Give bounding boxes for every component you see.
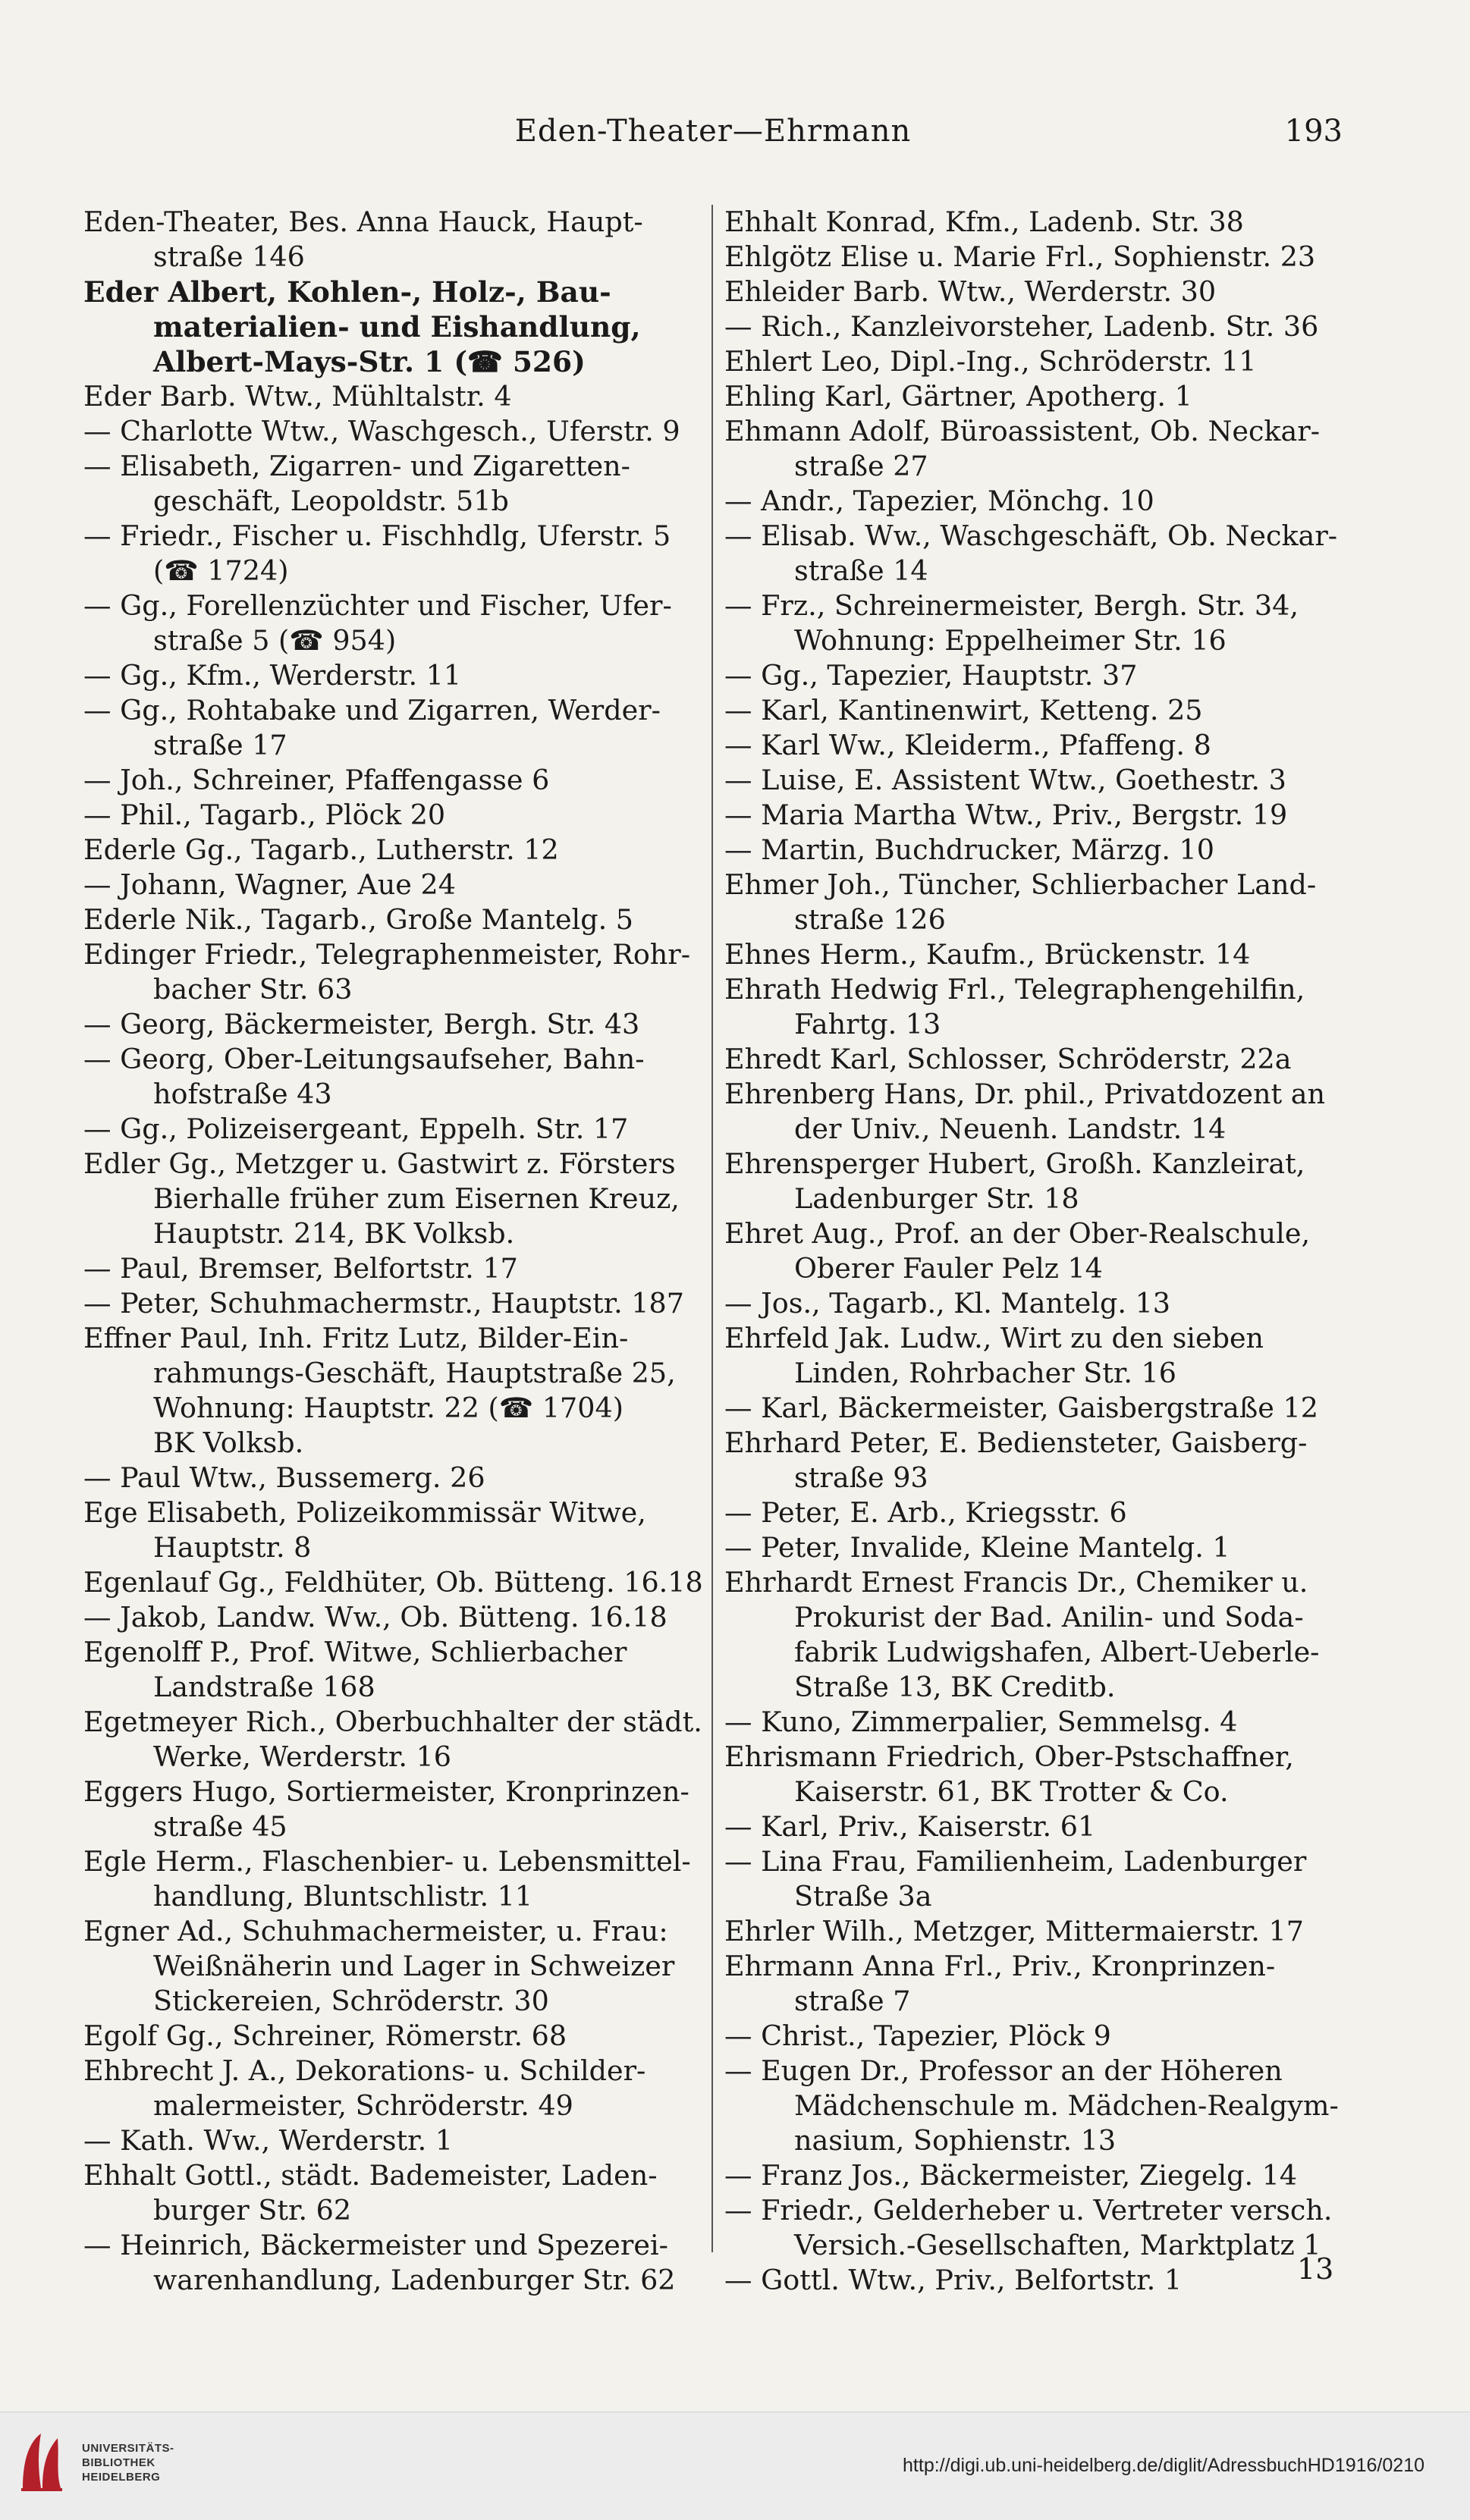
directory-entry: — Georg, Ober-Leitungsaufseher, Bahn-	[83, 1043, 645, 1075]
directory-entry: — Andr., Tapezier, Mönchg. 10	[724, 485, 1154, 517]
directory-entry: — Peter, E. Arb., Kriegsstr. 6	[724, 1496, 1127, 1529]
directory-entry: — Luise, E. Assistent Wtw., Goethestr. 3	[724, 764, 1286, 796]
directory-entry: — Gottl. Wtw., Priv., Belfortstr. 1	[724, 2264, 1183, 2296]
entry-continuation-line: der Univ., Neuenh. Landstr. 14	[794, 1113, 1227, 1145]
directory-entry: — Kuno, Zimmerpalier, Semmelsg. 4	[724, 1706, 1238, 1738]
entry-continuation-line: Hauptstr. 8	[153, 1531, 312, 1564]
directory-entry: — Heinrich, Bäckermeister und Spezerei-	[83, 2229, 668, 2261]
directory-entry: — Franz Jos., Bäckermeister, Ziegelg. 14	[724, 2159, 1298, 2192]
directory-entry: Ehrler Wilh., Metzger, Mittermaierstr. 17	[724, 1915, 1304, 1947]
directory-entry: Eder Albert, Kohlen-, Holz-, Bau-	[83, 275, 611, 309]
directory-entry: Ege Elisabeth, Polizeikommissär Witwe,	[83, 1496, 646, 1529]
directory-entry: Ehret Aug., Prof. an der Ober-Realschule,	[724, 1217, 1311, 1250]
directory-entry: Ehrhard Peter, E. Bediensteter, Gaisberg-	[724, 1426, 1308, 1459]
directory-entry: Eden-Theater, Bes. Anna Hauck, Haupt-	[83, 206, 643, 238]
entry-continuation-line: fabrik Ludwigshafen, Albert-Ueberle-	[794, 1636, 1320, 1668]
page-number: 193	[1284, 114, 1343, 149]
directory-entry: Ehmann Adolf, Büroassistent, Ob. Neckar-	[724, 415, 1321, 447]
directory-entry: — Gg., Forellenzüchter und Fischer, Ufer-	[83, 589, 672, 622]
directory-entry: — Friedr., Fischer u. Fischhdlg, Uferstr. 5	[83, 519, 671, 552]
entry-continuation-line: straße 126	[794, 903, 946, 936]
directory-entry: Ehlgötz Elise u. Marie Frl., Sophienstr. 23	[724, 240, 1316, 273]
entry-continuation-line: materialien- und Eishandlung,	[153, 310, 641, 344]
directory-entry: Eder Barb. Wtw., Mühltalstr. 4	[83, 380, 512, 413]
running-head: Eden-Theater—Ehrmann	[514, 114, 912, 149]
directory-entry: Ehnes Herm., Kaufm., Brückenstr. 14	[724, 938, 1251, 971]
directory-entry: — Eugen Dr., Professor an der Höheren	[724, 2054, 1283, 2087]
directory-entry: — Joh., Schreiner, Pfaffengasse 6	[83, 764, 550, 796]
entry-continuation-line: (☎ 1724)	[153, 554, 289, 587]
directory-entry: — Paul Wtw., Bussemerg. 26	[83, 1461, 485, 1494]
directory-entry: — Gg., Rohtabake und Zigarren, Werder-	[83, 694, 661, 727]
directory-entry: Egner Ad., Schuhmachermeister, u. Frau:	[83, 1915, 668, 1947]
entry-continuation-line: Bierhalle früher zum Eisernen Kreuz,	[153, 1182, 680, 1215]
library-name-line-3: HEIDELBERG	[82, 2471, 161, 2484]
directory-entry: Ehrensperger Hubert, Großh. Kanzleirat,	[724, 1147, 1305, 1180]
directory-entry: — Martin, Buchdrucker, Märzg. 10	[724, 833, 1214, 866]
entry-continuation-line: Fahrtg. 13	[794, 1008, 941, 1040]
entry-continuation-line: Stickereien, Schröderstr. 30	[153, 1985, 549, 2017]
directory-entry: — Peter, Invalide, Kleine Mantelg. 1	[724, 1531, 1230, 1564]
directory-entry: Egenlauf Gg., Feldhüter, Ob. Bütteng. 16.18	[83, 1566, 703, 1599]
directory-entry: Ehhalt Konrad, Kfm., Ladenb. Str. 38	[724, 206, 1244, 238]
directory-entry: — Elisabeth, Zigarren- und Zigaretten-	[83, 450, 630, 482]
directory-entry: — Christ., Tapezier, Plöck 9	[724, 2019, 1111, 2052]
directory-entry: — Charlotte Wtw., Waschgesch., Uferstr. 9	[83, 415, 680, 447]
entry-continuation-line: Landstraße 168	[153, 1671, 375, 1703]
library-name-line-2: BIBLIOTHEK	[82, 2456, 155, 2469]
directory-entry: — Karl, Priv., Kaiserstr. 61	[724, 1810, 1096, 1843]
library-name-line-1: UNIVERSITÄTS-	[82, 2442, 174, 2455]
library-name	[82, 2441, 174, 2484]
directory-entry: — Johann, Wagner, Aue 24	[83, 868, 456, 901]
directory-entry: — Georg, Bäckermeister, Bergh. Str. 43	[83, 1008, 640, 1040]
directory-entry: — Karl, Bäckermeister, Gaisbergstraße 12	[724, 1392, 1318, 1424]
directory-entry: Ehleider Barb. Wtw., Werderstr. 30	[724, 275, 1217, 308]
directory-entry: Ehbrecht J. A., Dekorations- u. Schilder-	[83, 2054, 646, 2087]
directory-entry: Ehlert Leo, Dipl.-Ing., Schröderstr. 11	[724, 345, 1257, 378]
page-header	[83, 114, 1343, 159]
entry-continuation-line: rahmungs-Geschäft, Hauptstraße 25,	[153, 1357, 676, 1389]
column-divider	[711, 205, 713, 2252]
directory-entry: Ederle Nik., Tagarb., Große Mantelg. 5	[83, 903, 634, 936]
directory-entry: — Peter, Schuhmachermstr., Hauptstr. 187	[83, 1287, 684, 1320]
entry-continuation-line: Versich.-Gesellschaften, Marktplatz 1	[794, 2229, 1321, 2261]
library-logo[interactable]	[15, 2423, 243, 2506]
entry-continuation-line: geschäft, Leopoldstr. 51b	[153, 485, 509, 517]
directory-entry: Ehrfeld Jak. Ludw., Wirt zu den sieben	[724, 1322, 1264, 1354]
entry-continuation-line: straße 45	[153, 1810, 287, 1843]
entry-continuation-line: Ladenburger Str. 18	[794, 1182, 1079, 1215]
directory-entry: Eggers Hugo, Sortiermeister, Kronprinzen-	[83, 1775, 689, 1808]
directory-entry: Ehrenberg Hans, Dr. phil., Privatdozent an	[724, 1078, 1326, 1110]
directory-entry: — Kath. Ww., Werderstr. 1	[83, 2124, 454, 2157]
directory-entry: — Lina Frau, Familienheim, Ladenburger	[724, 1845, 1307, 1878]
directory-entry: Edler Gg., Metzger u. Gastwirt z. Försters	[83, 1147, 676, 1180]
directory-entry: — Frz., Schreinermeister, Bergh. Str. 34,	[724, 589, 1299, 622]
directory-entry: Ehling Karl, Gärtner, Apotherg. 1	[724, 380, 1192, 413]
entry-continuation-line: Kaiserstr. 61, BK Trotter & Co.	[794, 1775, 1229, 1808]
entry-continuation-line: malermeister, Schröderstr. 49	[153, 2089, 573, 2122]
directory-entry: Ehrath Hedwig Frl., Telegraphengehilfin,	[724, 973, 1305, 1006]
directory-entry: Effner Paul, Inh. Fritz Lutz, Bilder-Ein-	[83, 1322, 629, 1354]
directory-entry: Egle Herm., Flaschenbier- u. Lebensmittel-	[83, 1845, 691, 1878]
directory-entry: Ehrhardt Ernest Francis Dr., Chemiker u.	[724, 1566, 1308, 1599]
entry-continuation-line: Werke, Werderstr. 16	[153, 1740, 451, 1773]
entry-continuation-line: warenhandlung, Ladenburger Str. 62	[153, 2264, 676, 2296]
entry-continuation-line: straße 146	[153, 240, 305, 273]
entry-continuation-line: Wohnung: Hauptstr. 22 (☎ 1704)	[153, 1392, 623, 1424]
right-column	[724, 205, 1346, 2298]
directory-entry: Egenolff P., Prof. Witwe, Schlierbacher	[83, 1636, 627, 1668]
entry-continuation-line: straße 17	[153, 729, 287, 761]
directory-entry: Ehredt Karl, Schlosser, Schröderstr, 22a	[724, 1043, 1292, 1075]
entry-continuation-line: straße 7	[794, 1985, 911, 2017]
directory-entry: — Karl Ww., Kleiderm., Pfaffeng. 8	[724, 729, 1211, 761]
directory-entry: — Maria Martha Wtw., Priv., Bergstr. 19	[724, 799, 1288, 831]
entry-continuation-line: straße 5 (☎ 954)	[153, 624, 397, 657]
entry-continuation-line: Oberer Fauler Pelz 14	[794, 1252, 1103, 1285]
directory-entry: Egolf Gg., Schreiner, Römerstr. 68	[83, 2019, 567, 2052]
directory-entry: — Jakob, Landw. Ww., Ob. Bütteng. 16.18	[83, 1601, 667, 1633]
entry-continuation-line: Weißnäherin und Lager in Schweizer	[153, 1950, 675, 1982]
directory-entry: Edinger Friedr., Telegraphenmeister, Rohr-	[83, 938, 691, 971]
directory-entry: Ehrismann Friedrich, Ober-Pstschaffner,	[724, 1740, 1294, 1773]
directory-entry: — Rich., Kanzleivorsteher, Ladenb. Str. 36	[724, 310, 1319, 343]
entry-continuation-line: Linden, Rohrbacher Str. 16	[794, 1357, 1176, 1389]
entry-continuation-line: handlung, Bluntschlistr. 11	[153, 1880, 533, 1913]
entry-continuation-line: burger Str. 62	[153, 2194, 352, 2227]
directory-entry: — Jos., Tagarb., Kl. Mantelg. 13	[724, 1287, 1171, 1320]
directory-columns	[83, 205, 1343, 2296]
entry-continuation-line: Prokurist der Bad. Anilin- und Soda-	[794, 1601, 1304, 1633]
entry-continuation-line: hofstraße 43	[153, 1078, 332, 1110]
directory-entry: — Elisab. Ww., Waschgeschäft, Ob. Neckar-	[724, 519, 1338, 552]
footer-bar	[0, 2412, 1470, 2520]
entry-continuation-line: Wohnung: Eppelheimer Str. 16	[794, 624, 1227, 657]
directory-entry: — Phil., Tagarb., Plöck 20	[83, 799, 446, 831]
directory-entry: — Gg., Kfm., Werderstr. 11	[83, 659, 462, 692]
entry-continuation-line: Albert-Mays-Str. 1 (☎ 526)	[153, 345, 586, 378]
entry-continuation-line: straße 27	[794, 450, 928, 482]
entry-continuation-line: straße 14	[794, 554, 928, 587]
entry-continuation-line: Straße 3a	[794, 1880, 932, 1913]
directory-entry: — Karl, Kantinenwirt, Ketteng. 25	[724, 694, 1203, 727]
entry-continuation-line: Hauptstr. 214, BK Volksb.	[153, 1217, 515, 1250]
university-library-logo-icon	[15, 2427, 68, 2496]
entry-continuation-line: nasium, Sophienstr. 13	[794, 2124, 1117, 2157]
entry-continuation-line: Mädchenschule m. Mädchen-Realgym-	[794, 2089, 1339, 2122]
directory-entry: Ehmer Joh., Tüncher, Schlierbacher Land-	[724, 868, 1317, 901]
directory-entry: — Paul, Bremser, Belfortstr. 17	[83, 1252, 518, 1285]
directory-entry: Ederle Gg., Tagarb., Lutherstr. 12	[83, 833, 559, 866]
entry-continuation-line: Straße 13, BK Creditb.	[794, 1671, 1116, 1703]
source-url-link[interactable]: http://digi.ub.uni-heidelberg.de/diglit/AdressbuchHD1916/0210	[903, 2455, 1424, 2476]
entry-continuation-line: bacher Str. 63	[153, 973, 353, 1006]
directory-entry: — Friedr., Gelderheber u. Vertreter versch.	[724, 2194, 1333, 2227]
signature-mark: 13	[1297, 2252, 1334, 2286]
entry-continuation-line: straße 93	[794, 1461, 928, 1494]
directory-entry: — Gg., Polizeisergeant, Eppelh. Str. 17	[83, 1113, 629, 1145]
left-column	[83, 205, 705, 2298]
directory-entry: — Gg., Tapezier, Hauptstr. 37	[724, 659, 1138, 692]
directory-entry: Ehrmann Anna Frl., Priv., Kronprinzen-	[724, 1950, 1276, 1982]
directory-entry: Egetmeyer Rich., Oberbuchhalter der städt.	[83, 1706, 702, 1738]
entry-continuation-line: BK Volksb.	[153, 1426, 304, 1459]
directory-entry: Ehhalt Gottl., städt. Bademeister, Laden-	[83, 2159, 658, 2192]
